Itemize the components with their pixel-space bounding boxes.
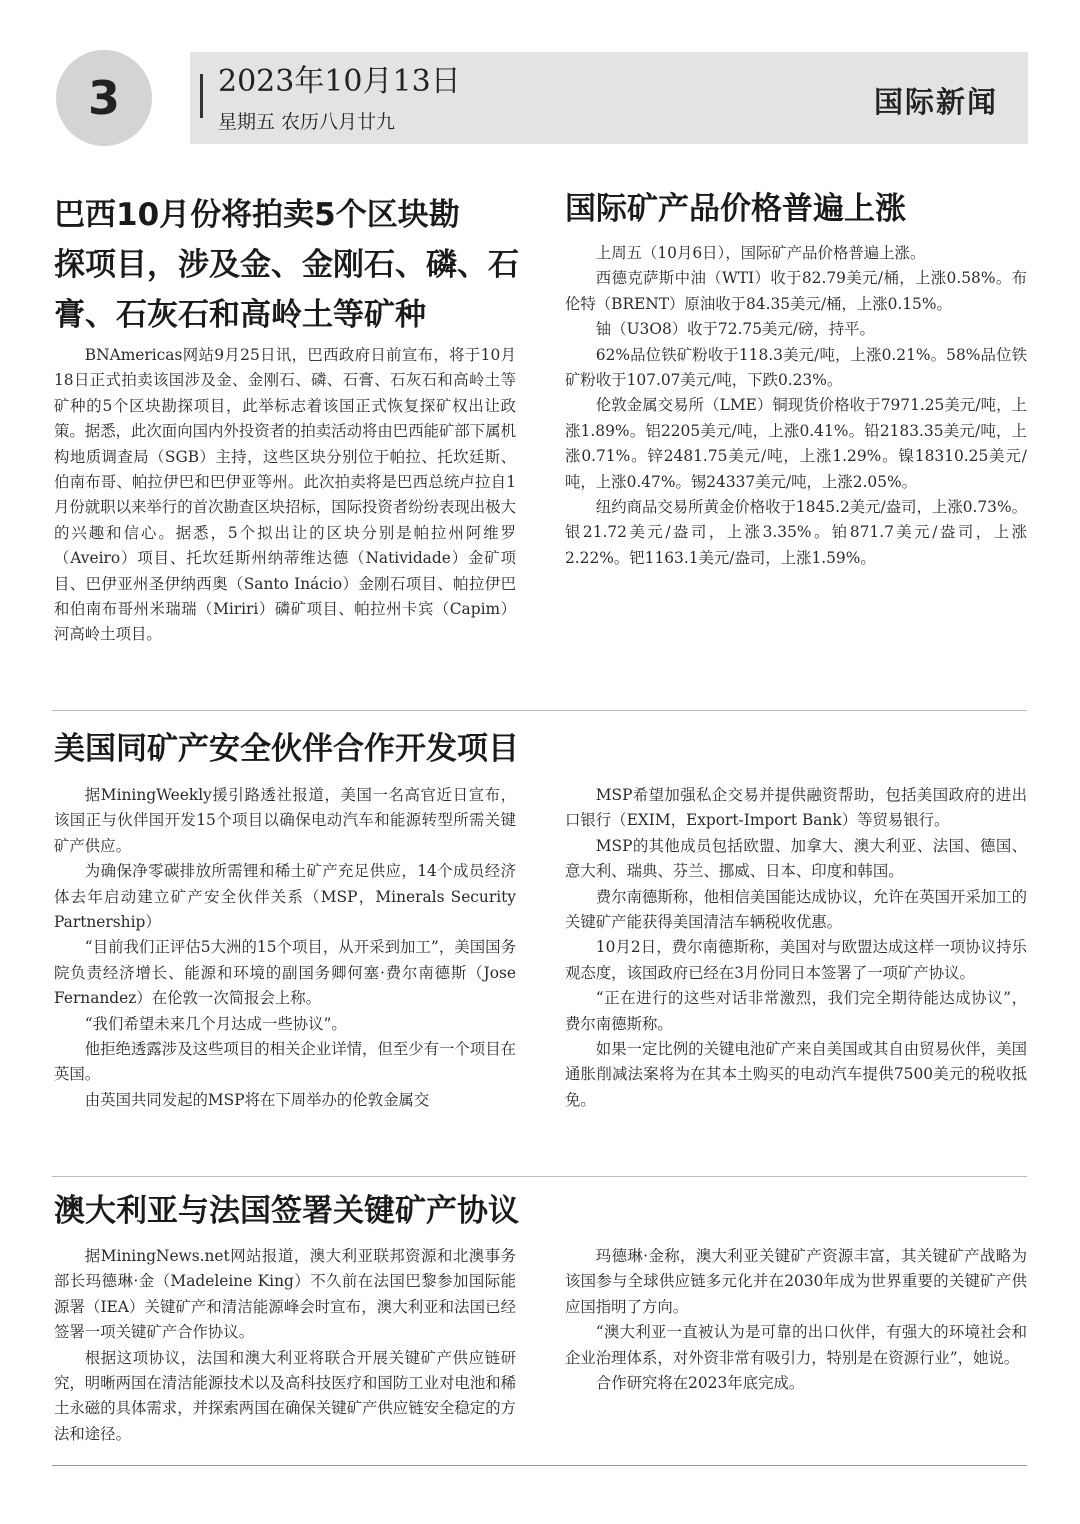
article3-paragraph: “我们希望未来几个月达成一些协议”。	[84, 1014, 347, 1033]
article3-title: 美国同矿产安全伙伴合作开发项目	[54, 731, 519, 767]
article2-paragraph: 上周五（10月6日），国际矿产品价格普遍上涨。	[595, 244, 926, 262]
page-number: 3	[56, 50, 152, 146]
article3-left-column	[54, 783, 516, 1113]
issue-date: 2023年10月13日	[218, 64, 461, 99]
article4-paragraph: 据MiningNews.net网站报道，澳大利亚联邦资源和北澳事务部长玛德琳·金（Madeleine King）不久前在法国巴黎参加国际能源署（IEA）关键矿产和清洁能源峰会时宣布，澳大利亚和法国已经签署一项关键矿产合作协议。	[54, 1247, 516, 1342]
article4-left-column	[54, 1244, 516, 1447]
section-divider	[52, 710, 1027, 711]
article1-title	[54, 190, 524, 340]
article4-paragraph: 玛德琳·金称，澳大利亚关键矿产资源丰富，其关键矿产战略为该国参与全球供应链多元化并在2030年成为世界重要的关键矿产供应国指明了方向。	[565, 1247, 1027, 1316]
article2-paragraph: 纽约商品交易所黄金价格收于1845.2美元/盎司，上涨0.73%。银21.72美元/盎司，上涨3.35%。铂871.7美元/盎司，上涨2.22%。钯1163.1美元/盎司，上涨1.59%。	[565, 498, 1027, 567]
article1-title-line: 巴西10月份将拍卖5个区块勘	[54, 197, 460, 233]
article1-title-line: 膏、石灰石和高岭土等矿种	[54, 297, 426, 333]
article2-paragraph: 伦敦金属交易所（LME）铜现货价格收于7971.25美元/吨，上涨1.89%。铝2205美元/吨，上涨0.41%。铅2183.35美元/吨，上涨0.71%。锌2481.75美元/吨，上涨1.29%。镍18310.25美元/吨，上涨0.47%。锡24337美元/吨，上涨2.05%。	[565, 396, 1027, 491]
article2-title: 国际矿产品价格普遍上涨	[565, 191, 906, 227]
article3-paragraph: 费尔南德斯称，他相信美国能达成协议，允许在英国开采加工的关键矿产能获得美国清洁车辆税收优惠。	[565, 887, 1027, 932]
article2-paragraph: 铀（U3O8）收于72.75美元/磅，持平。	[595, 320, 875, 339]
section-divider	[52, 1176, 1027, 1177]
article1-title-line: 探项目，涉及金、金刚石、磷、石	[54, 247, 519, 283]
article3-paragraph: 如果一定比例的关键电池矿产来自美国或其自由贸易伙伴，美国通胀削减法案将为在其本土购买的电动汽车提供7500美元的税收抵免。	[565, 1040, 1027, 1109]
article3-right-column	[565, 783, 1027, 1113]
article2-paragraph: 西德克萨斯中油（WTI）收于82.79美元/桶，上涨0.58%。布伦特（BRENT）原油收于84.35美元/桶，上涨0.15%。	[565, 269, 1027, 313]
section-title: 国际新闻	[873, 85, 998, 119]
weekday-lunar-date: 星期五 农历八月廿九	[218, 111, 396, 133]
footer-rule	[52, 1465, 1027, 1466]
article3-paragraph: MSP的其他成员包括欧盟、加拿大、澳大利亚、法国、德国、意大利、瑞典、芬兰、挪威、日本、印度和韩国。	[565, 836, 1027, 881]
article4-paragraph: 根据这项协议，法国和澳大利亚将联合开展关键矿产供应链研究，明晰两国在清洁能源技术以及高科技医疗和国防工业对电池和稀土永磁的具体需求，并探索两国在确保关键矿产供应链安全稳定的方法和途径。	[54, 1348, 516, 1443]
article4-right-column	[565, 1244, 1027, 1396]
article3-paragraph: “正在进行的这些对话非常激烈，我们完全期待能达成协议”，费尔南德斯称。	[565, 989, 1027, 1033]
article1-body	[54, 343, 516, 648]
article3-paragraph: 据MiningWeekly援引路透社报道，美国一名高官近日宣布，该国正与伙伴国开发15个项目以确保电动汽车和能源转型所需关键矿产供应。	[54, 786, 516, 855]
article2-paragraph: 62%品位铁矿粉收于118.3美元/吨，上涨0.21%。58%品位铁矿粉收于107.07美元/吨，下跌0.23%。	[565, 345, 1027, 390]
article3-paragraph: “目前我们正评估5大洲的15个项目，从开采到加工”，美国国务院负责经济增长、能源和环境的副国务卿何塞·费尔南德斯（Jose Fernandez）在伦敦一次简报会上称。	[54, 938, 516, 1008]
header-divider	[200, 74, 203, 118]
article2-body	[565, 241, 1027, 571]
article3-paragraph: 为确保净零碳排放所需锂和稀土矿产充足供应，14个成员经济体去年启动建立矿产安全伙伴关系（MSP，Minerals Security Partnership）	[54, 862, 516, 932]
article3-paragraph: 他拒绝透露涉及这些项目的相关企业详情，但至少有一个项目在英国。	[54, 1040, 516, 1084]
article3-paragraph: 由英国共同发起的MSP将在下周举办的伦敦金属交	[84, 1090, 430, 1109]
article1-paragraph: BNAmericas网站9月25日讯，巴西政府日前宣布，将于10月18日正式拍卖该国涉及金、金刚石、磷、石膏、石灰石和高岭土等矿种的5个区块勘探项目，此举标志着该国正式恢复探矿权出让政策。据悉，此次面向国内外投资者的拍卖活动将由巴西能矿部下属机构地质调查局（SGB）主持，这些区块分别位于帕拉、托坎廷斯、伯南布哥、帕拉伊巴和巴伊亚等州。此次拍卖将是巴西总统卢拉自1月份就职以来举行的首次勘查区块招标，国际投资者纷纷表现出极大的兴趣和信心。据悉，5个拟出让的区块分别是帕拉州阿维罗（Aveiro）项目、托坎廷斯州纳蒂维达德（Natividade）金矿项目、巴伊亚州圣伊纳西奥（Santo Inácio）金刚石项目、帕拉伊巴和伯南布哥州米瑞瑞（Miriri）磷矿项目、帕拉州卡宾（Capim）河高岭土项目。	[54, 346, 516, 644]
article4-paragraph: “澳大利亚一直被认为是可靠的出口伙伴，有强大的环境社会和企业治理体系，对外资非常有吸引力，特别是在资源行业”，她说。	[565, 1323, 1027, 1367]
article3-paragraph: 10月2日，费尔南德斯称，美国对与欧盟达成这样一项协议持乐观态度，该国政府已经在3月份同日本签署了一项矿产协议。	[565, 938, 1027, 982]
article4-title: 澳大利亚与法国签署关键矿产协议	[54, 1193, 519, 1229]
article4-paragraph: 合作研究将在2023年底完成。	[595, 1374, 805, 1393]
article3-paragraph: MSP希望加强私企交易并提供融资帮助，包括美国政府的进出口银行（EXIM，Export-Import Bank）等贸易银行。	[565, 786, 1027, 830]
